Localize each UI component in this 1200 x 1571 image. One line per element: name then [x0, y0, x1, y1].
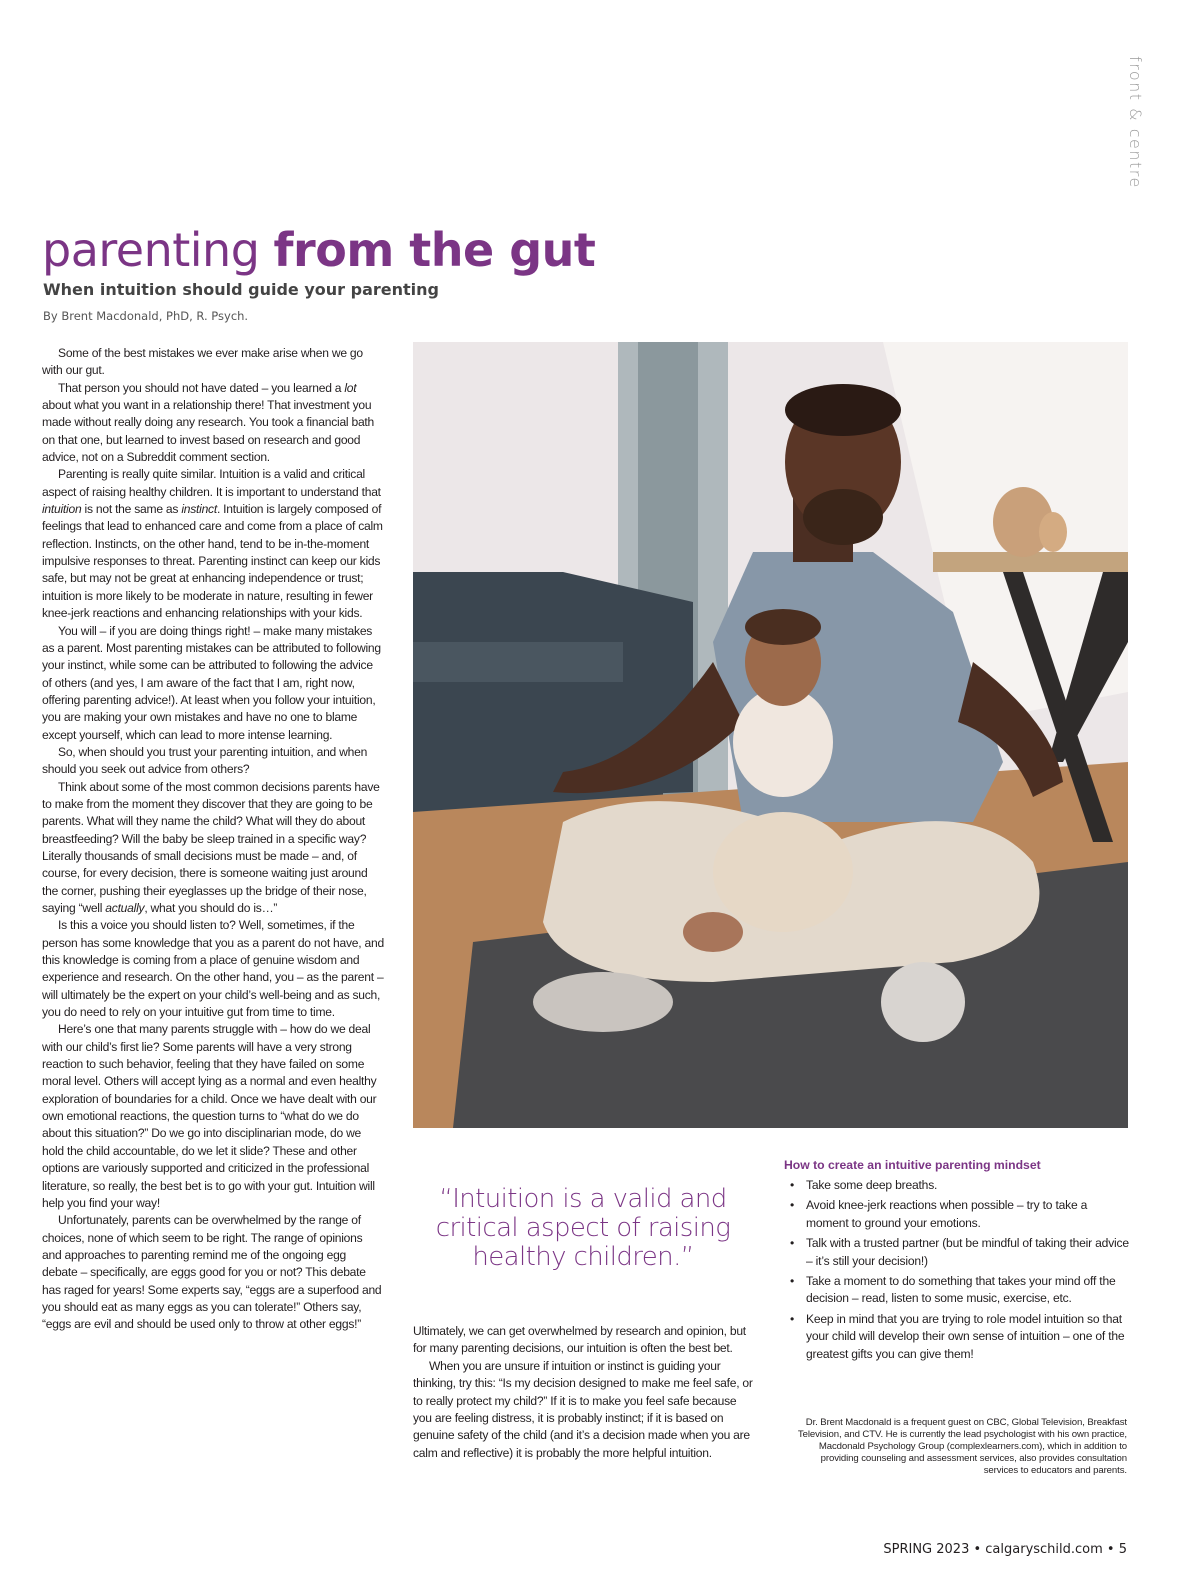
pull-quote: “Intuition is a valid and critical aspect of raising healthy children.”	[435, 1184, 731, 1272]
article-paragraph: Here’s one that many parents struggle with – how do we deal with our child’s first lie? Some parents will have a very strong reaction to such behavior, feeling that they have failed on some moral level. Others will accept lying as a normal and even healthy exploration of boundaries for a child. Once we have dealt with our own emotional reactions, the question turns to “what do we do about this situation?” Do we go into disciplinarian mode, do we hold the child accountable, do we let it slide? These and other options are variously supported and criticized in the professional literature, so really, the best bet is to go with your gut. Intuition will help you find your way!	[42, 1022, 377, 1210]
article-paragraph: Unfortunately, parents can be overwhelmed by the range of choices, none of which seem to be right. The range of opinions and approaches to parenting remind me of the ongoing egg debate – specifically, are eggs good for you or not? This debate has raged for years! Some experts say, “eggs are a superfood and you should eat as many eggs as you can tolerate!” Others say, “eggs are evil and should be used only to throw at other eggs!”	[42, 1213, 382, 1332]
tip-item	[784, 1273, 1129, 1308]
bullet-icon: •	[790, 1198, 795, 1213]
page-footer: SPRING 2023 • calgaryschild.com • 5	[883, 1542, 1127, 1557]
article-paragraph: Is this a voice you should listen to? Well, sometimes, if the person has some knowledge that you as a parent do not have, and this knowledge is coming from a place of genuine wisdom and experience and research. On the other hand, you – as the parent – will ultimately be the expert on your child’s well-being and as such, you do need to rely on your intuitive gut from time to time.	[42, 918, 384, 1020]
article-paragraph: Parenting is really quite similar. Intuition is a valid and critical aspect of raising healthy children. It is important to understand that intuition is not the same as instinct. Intuition is largely composed of feelings that lead to enhanced care and come from a place of calm reflection. Instincts, on the other hand, tend to be in-the-moment impulsive responses to threat. Parenting instinct can keep our kids safe, but may not be great at enhancing independence or trust; intuition is more likely to be moderate in nature, resulting in fewer knee-jerk reactions and enhancing relationships with your kids.	[42, 467, 383, 621]
tip-item	[784, 1177, 1129, 1194]
photo-father-baby-meditating	[413, 342, 1128, 1128]
bullet-icon: •	[790, 1178, 795, 1192]
tip-text: Take some deep breaths.	[806, 1178, 938, 1192]
article-paragraph: You will – if you are doing things right! – make many mistakes as a parent. Most parenting mistakes can be attributed to following your instinct, while some can be attributed to following the advice of others (and yes, I am aware of the fact that I am, right now, offering parenting advice!). At least when you follow your intuition, you are making your own mistakes and have no one to blame except yourself, which can lead to more intense learning.	[42, 623, 381, 742]
tip-text: Talk with a trusted partner (but be mindful of taking their advice – it’s still your decision!)	[806, 1236, 1129, 1268]
tip-text: Avoid knee-jerk reactions when possible – try to take a moment to ground your emotions.	[806, 1198, 1088, 1230]
tips-sidebar	[784, 1158, 1129, 1366]
article-paragraph: That person you should not have dated – you learned a lot about what you want in a relationship there! That investment you made without really doing any research. You took a financial bath on that one, but learned to invest based on research and good advice, not on a Subreddit comment section.	[42, 380, 375, 465]
article-column-2	[413, 1323, 758, 1462]
sidebar-heading: How to create an intuitive parenting mindset	[784, 1158, 1041, 1172]
tip-item	[784, 1197, 1129, 1232]
article-paragraph: So, when should you trust your parenting intuition, and when should you seek out advice from others?	[42, 744, 368, 777]
article-subtitle: When intuition should guide your parenting	[43, 280, 439, 299]
byline: By Brent Macdonald, PhD, R. Psych.	[43, 309, 249, 323]
article-column-1	[42, 345, 384, 1334]
tip-item	[784, 1235, 1129, 1270]
author-bio: Dr. Brent Macdonald is a frequent guest on CBC, Global Television, Breakfast Television, and CTV. He is currently the lead psychologist with his own practice, Macdonald Psychology Group (complexlearners.com), which in addition to providing counseling and assessment services, also provides consultation services to educators and parents.	[797, 1417, 1127, 1476]
article-paragraph: Ultimately, we can get overwhelmed by research and opinion, but for many parenting decisions, our intuition is often the best bet.	[413, 1324, 746, 1356]
bullet-icon: •	[790, 1236, 795, 1251]
photo-illustration	[413, 342, 1128, 1128]
title-light: parenting	[42, 223, 274, 277]
tip-text: Take a moment to do something that takes your mind off the decision – read, listen to some music, exercise, etc.	[806, 1274, 1116, 1306]
bullet-icon: •	[790, 1274, 795, 1289]
section-tag: front & centre	[1126, 56, 1145, 189]
tip-text: Keep in mind that you are trying to role model intuition so that your child will develop their own sense of intuition – one of the greatest gifts you can give them!	[806, 1311, 1125, 1361]
article-paragraph: Some of the best mistakes we ever make arise when we go with our gut.	[42, 346, 363, 378]
title-bold: from the gut	[273, 223, 596, 277]
bullet-icon: •	[790, 1311, 795, 1326]
tips-list	[784, 1177, 1129, 1363]
tip-item	[784, 1311, 1129, 1363]
article-paragraph: Think about some of the most common decisions parents have to make from the moment they discover that they are going to be parents. What will they name the child? What will they do about breastfeeding? Will the baby be sleep trained in a specific way? Literally thousands of small decisions must be made – and, of course, for every decision, there is someone waiting just around the corner, pushing their eyeglasses up the bridge of their nose, saying “well actually, what you should do is…”	[42, 779, 380, 915]
article-title	[42, 222, 595, 278]
article-paragraph: When you are unsure if intuition or instinct is guiding your thinking, try this: “Is my decision designed to make me feel safe, or to really protect my child?” If it is to make you feel safe because you are feeling distress, it is probably instinct; if it is based on genuine safety of the child (and it’s a decision made when you are calm and reflective) it is probably the more helpful intuition.	[413, 1358, 753, 1460]
